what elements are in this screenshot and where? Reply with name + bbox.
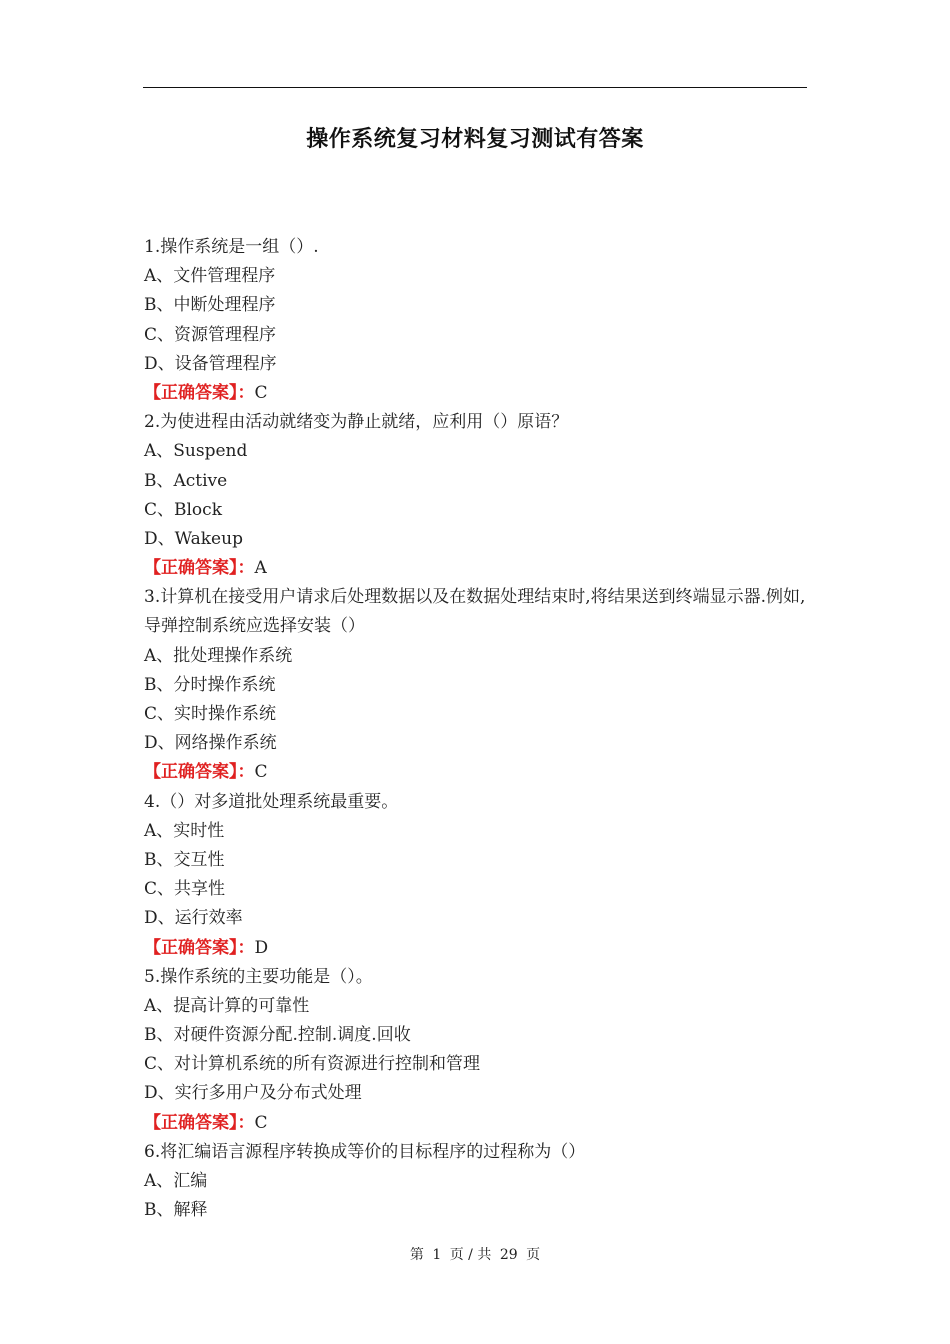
question-stem: 5.操作系统的主要功能是（）。	[144, 966, 373, 987]
question-option: C、对计算机系统的所有资源进行控制和管理	[144, 1054, 481, 1075]
answer-value: C	[254, 1112, 268, 1133]
question-option: B、解释	[144, 1200, 208, 1221]
answer-value: A	[254, 558, 267, 579]
question-stem: 2.为使进程由活动就绪变为静止就绪，应利用（）原语？	[144, 412, 569, 433]
answer-line	[144, 379, 808, 408]
document-title: 操作系统复习材料复习测试有答案	[306, 127, 644, 152]
answer-value: C	[254, 382, 268, 403]
footer-prefix: 第	[409, 1247, 424, 1263]
answer-value: C	[254, 762, 268, 783]
question-list	[144, 233, 808, 1225]
answer-value: D	[254, 937, 269, 958]
question-stem: 1.操作系统是一组（）.	[144, 237, 319, 257]
answer-line	[144, 554, 808, 583]
answer-label: 【正确答案】：	[144, 762, 255, 783]
question-option: D、Wakeup	[144, 528, 243, 549]
question-option: B、交互性	[144, 849, 225, 870]
footer-page-number: 1	[432, 1247, 442, 1263]
answer-line	[144, 758, 808, 787]
question-option: D、实行多用户及分布式处理	[144, 1083, 362, 1104]
question-option: A、Suspend	[144, 441, 248, 462]
footer-suffix: 页	[526, 1247, 541, 1263]
footer-total-pages: 29	[499, 1247, 518, 1263]
question-option: A、汇编	[144, 1171, 208, 1192]
question-option: B、分时操作系统	[144, 674, 276, 695]
question-option: C、资源管理程序	[144, 324, 277, 345]
question-stem: 6.将汇编语言源程序转换成等价的目标程序的过程称为（）	[144, 1141, 586, 1162]
question-option: A、文件管理程序	[144, 266, 276, 287]
question-option: A、提高计算的可靠性	[144, 995, 310, 1016]
page-footer	[0, 1244, 950, 1264]
question-option: A、批处理操作系统	[144, 645, 293, 666]
question-option: D、运行效率	[144, 908, 243, 929]
question-option: C、实时操作系统	[144, 704, 277, 725]
answer-label: 【正确答案】：	[144, 937, 255, 958]
question-stem: 3.计算机在接受用户请求后处理数据以及在数据处理结束时,将结果送到终端显示器.例如,导弹控制系统应选择安装（）	[144, 587, 806, 637]
question-stem: 4.（）对多道批处理系统最重要。	[144, 791, 399, 812]
question-option: D、网络操作系统	[144, 733, 277, 754]
answer-label: 【正确答案】：	[144, 382, 255, 403]
answer-label: 【正确答案】：	[144, 558, 255, 579]
answer-label: 【正确答案】：	[144, 1112, 255, 1133]
question-option: D、设备管理程序	[144, 353, 277, 374]
header-rule	[143, 87, 807, 88]
question-option: B、对硬件资源分配.控制.调度.回收	[144, 1025, 411, 1046]
question-option: A、实时性	[144, 820, 225, 841]
footer-mid: 页 / 共	[449, 1247, 492, 1263]
question-option: B、Active	[144, 470, 228, 491]
question-option: C、Block	[144, 499, 222, 520]
question-option: C、共享性	[144, 879, 226, 900]
answer-line	[144, 1109, 808, 1138]
question-option: B、中断处理程序	[144, 295, 276, 316]
answer-line	[144, 934, 808, 963]
